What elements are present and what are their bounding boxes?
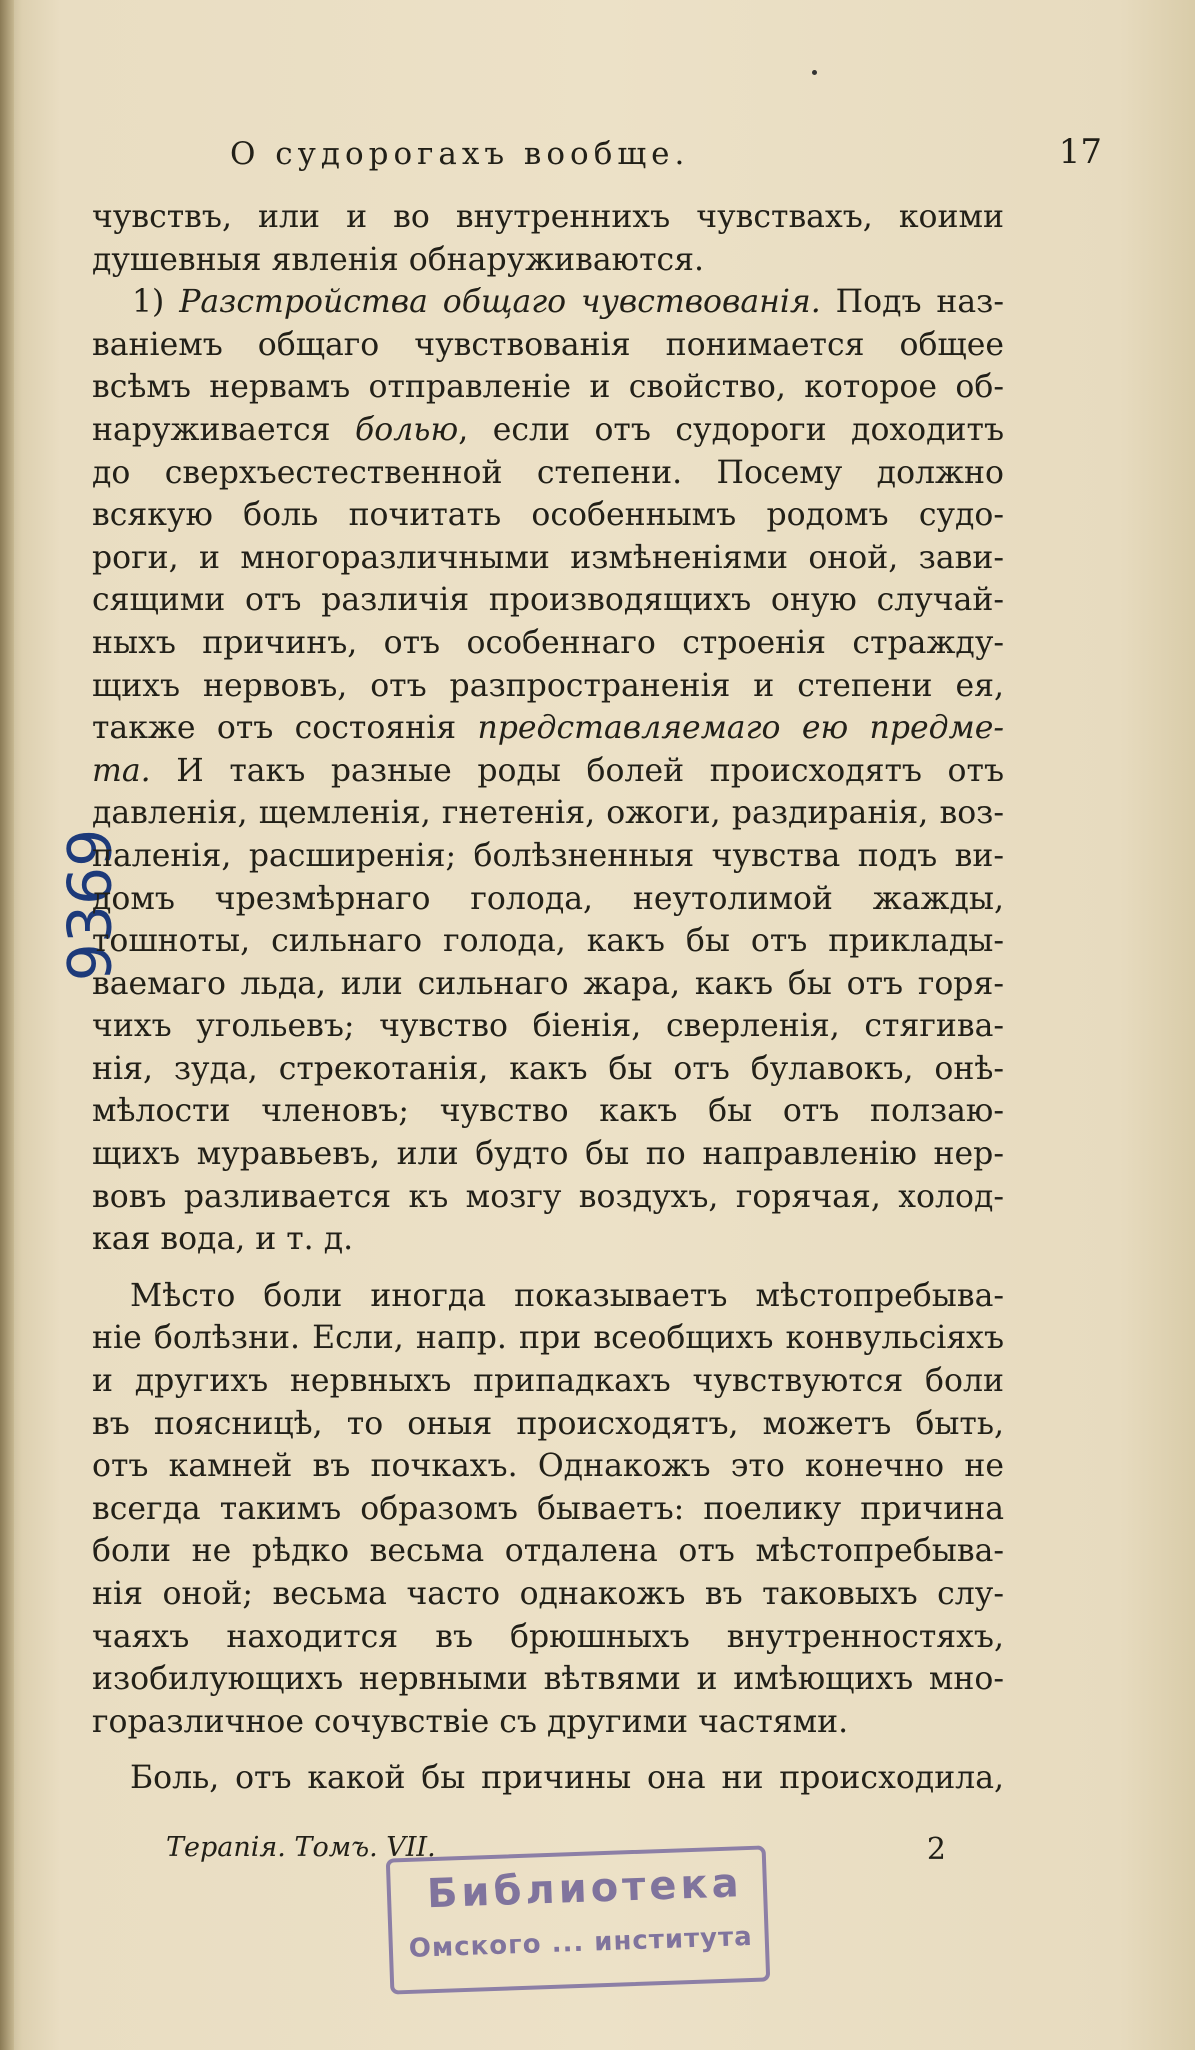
text-line: роги, и многоразличными измѣненіями оной, зави-	[92, 539, 1004, 576]
text-line: давленія, щемленія, гнетенія, ожоги, раздиранія, воз-	[92, 795, 1004, 832]
text-line: нія оной; весьма часто однакожъ въ таковыхъ слу-	[92, 1576, 1004, 1612]
text-line: всегда такимъ образомъ бываетъ: поелику причина	[92, 1490, 1004, 1527]
stamp-text-line2: Омского ... института	[408, 1921, 754, 1964]
text-line: душевныя явленія обнаруживаются.	[92, 241, 705, 278]
text-line: щихъ муравьевъ, или будто бы по направленію нер-	[92, 1136, 1004, 1173]
running-head: О судорогахъ вообще.	[230, 136, 690, 172]
text-line: Боль, отъ какой бы причины она ни происходила,	[130, 1760, 1004, 1797]
text-line: всѣмъ нервамъ отправленіе и свойство, которое об-	[92, 369, 1004, 406]
text-line: домъ чрезмѣрнаго голода, неутолимой жажды,	[92, 880, 1004, 917]
stamp-text-line1: Библиотека	[426, 1860, 744, 1918]
footer-book-title: Терапія. Томъ. VII.	[166, 1832, 436, 1863]
text-line: Мѣсто боли иногда показываетъ мѣстопребыва-	[130, 1277, 1004, 1314]
text-line: и другихъ нервныхъ припадкахъ чувствуются боли	[92, 1363, 1004, 1400]
text-line: ваемаго льда, или сильнаго жара, какъ бы отъ горя-	[92, 965, 1004, 1002]
library-stamp	[386, 1845, 771, 1994]
ink-speck	[812, 70, 817, 75]
text-line: горазличное сочувствіе съ другими частями.	[92, 1703, 849, 1740]
page-header	[92, 132, 1102, 186]
paragraph-gap	[92, 1743, 1004, 1757]
text-line-with-italic: также отъ состоянія представляемаго ею предме-	[92, 710, 1004, 747]
text-line: ніе болѣзни. Если, напр. при всеобщихъ конвульсіяхъ	[92, 1320, 1004, 1357]
text-line: кая вода, и т. д.	[92, 1221, 354, 1258]
text-line-section-1-heading: 1) Разстройства общаго чувствованія. Подъ наз-	[132, 284, 1004, 321]
text-line: сящими отъ различія производящихъ оную случай-	[92, 582, 1004, 619]
page-body-text	[92, 196, 1004, 1800]
text-line: паленія, расширенія; болѣзненныя чувства подъ ви-	[92, 837, 1004, 874]
text-line: боли не рѣдко весьма отдалена отъ мѣстопребыва-	[92, 1533, 1004, 1570]
text-line: чувствъ, или и во внутреннихъ чувствахъ, коими	[92, 199, 1004, 235]
text-line: всякую боль почитать особеннымъ родомъ судо-	[92, 497, 1004, 534]
text-line: мѣлости членовъ; чувство какъ бы отъ ползаю-	[92, 1093, 1004, 1130]
text-line: изобилующихъ нервными вѣтвями и имѣющихъ мно-	[92, 1661, 1004, 1698]
text-line: тошноты, сильнаго голода, какъ бы отъ приклады-	[92, 923, 1004, 960]
page-number: 17	[1058, 132, 1102, 172]
handwritten-inventory-number	[4, 770, 126, 1030]
text-line: щихъ нервовъ, отъ разпространенія и степени ея,	[92, 667, 1004, 704]
footer-signature-mark: 2	[926, 1832, 946, 1867]
text-line-with-italic: наруживается болью, если отъ судороги доходитъ	[92, 411, 1004, 448]
text-line: до сверхъестественной степени. Посему должно	[92, 454, 1004, 491]
text-line: ныхъ причинъ, отъ особеннаго строенія стражду-	[92, 624, 1004, 661]
section-title-italic: Разстройства общаго чувствованія.	[179, 284, 821, 321]
text-line: нія, зуда, стрекотанія, какъ бы отъ булавокъ, онѣ-	[92, 1050, 1004, 1087]
paragraph-gap	[92, 1261, 1004, 1275]
text-line: чихъ угольевъ; чувство біенія, сверленія, стягива-	[92, 1008, 1004, 1045]
handwritten-number-text: 9369	[55, 828, 126, 982]
text-line-with-italic: та. И такъ разные роды болей происходятъ отъ	[92, 752, 1004, 789]
text-line: отъ камней въ почкахъ. Однакожъ это конечно не	[92, 1448, 1004, 1485]
text-line: чаяхъ находится въ брюшныхъ внутренностяхъ,	[92, 1618, 1004, 1655]
text-line: въ поясницѣ, то оныя происходятъ, можетъ быть,	[92, 1405, 1004, 1442]
text-line: ваніемъ общаго чувствованія понимается общее	[92, 326, 1004, 363]
text-line: вовъ разливается къ мозгу воздухъ, горячая, холод-	[92, 1178, 1004, 1215]
